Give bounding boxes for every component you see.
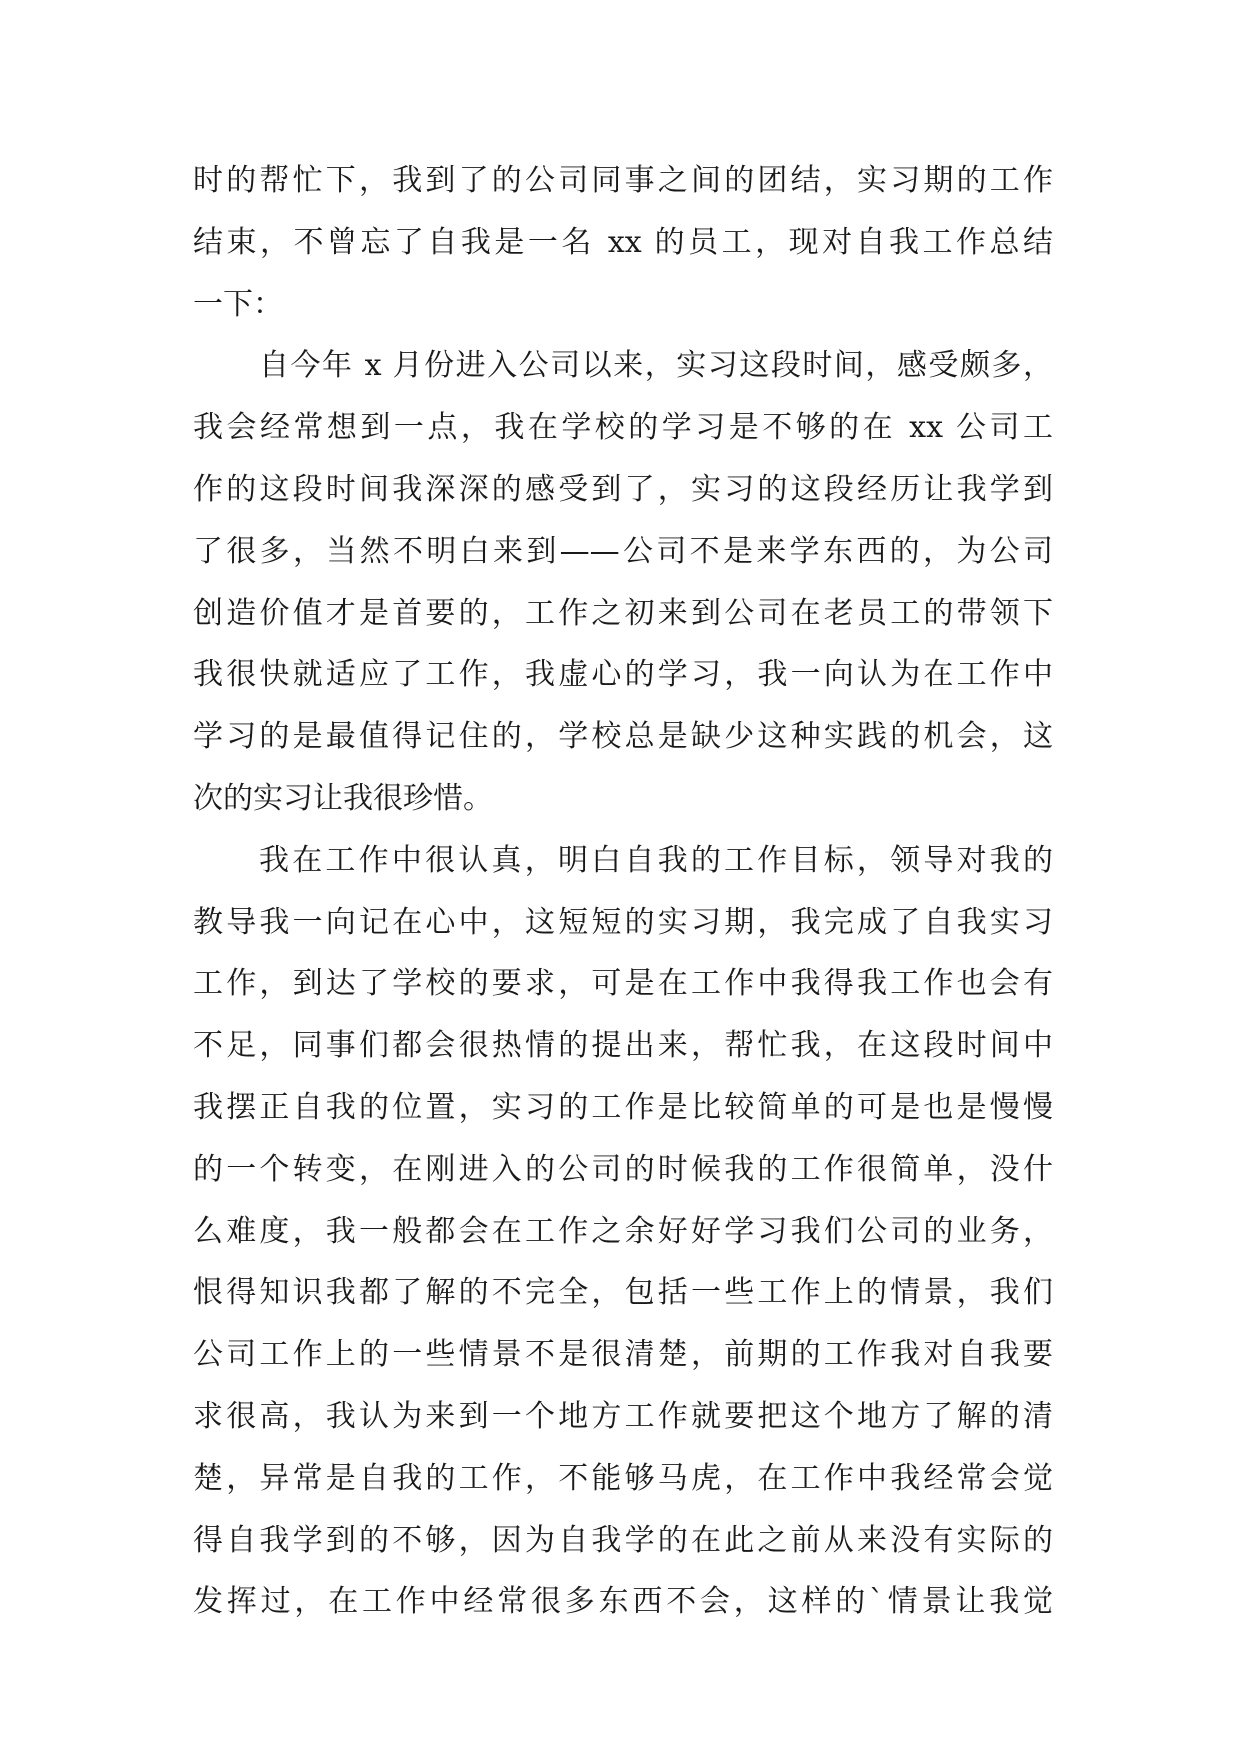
text-line: 时的帮忙下，我到了的公司同事之间的团结，实习期的工作	[193, 163, 1053, 198]
paragraph-first-line: 自今年 x 月份进入公司以来，实习这段时间，感受颇多，	[259, 348, 1053, 384]
text-line: 作的这段时间我深深的感受到了，实习的这段经历让我学到	[193, 471, 1053, 507]
text-line: 楚，异常是自我的工作，不能够马虎，在工作中我经常会觉	[193, 1460, 1053, 1496]
text-line: 求很高，我认为来到一个地方工作就要把这个地方了解的清	[193, 1398, 1053, 1434]
text-line: 创造价值才是首要的，工作之初来到公司在老员工的带领下	[193, 595, 1053, 631]
text-line: 我很快就适应了工作，我虚心的学习，我一向认为在工作中	[193, 657, 1053, 693]
text-line: 了很多，当然不明白来到——公司不是来学东西的，为公司	[193, 533, 1053, 569]
text-line: 次的实习让我很珍惜。	[193, 780, 493, 816]
text-line: 公司工作上的一些情景不是很清楚，前期的工作我对自我要	[193, 1337, 1053, 1373]
text-line: 工作，到达了学校的要求，可是在工作中我得我工作也会有	[193, 966, 1053, 1002]
text-line: 教导我一向记在心中，这短短的实习期，我完成了自我实习	[193, 904, 1053, 940]
text-line: 不足，同事们都会很热情的提出来，帮忙我，在这段时间中	[193, 1028, 1053, 1064]
text-line: 我摆正自我的位置，实习的工作是比较简单的可是也是慢慢	[193, 1089, 1053, 1125]
text-line: 恨得知识我都了解的不完全，包括一些工作上的情景，我们	[193, 1275, 1053, 1311]
text-line: 的一个转变，在刚进入的公司的时候我的工作很简单，没什	[193, 1151, 1053, 1187]
text-line: 得自我学到的不够，因为自我学的在此之前从来没有实际的	[193, 1522, 1053, 1558]
text-line: 结束，不曾忘了自我是一名 xx 的员工，现对自我工作总结	[193, 224, 1053, 260]
text-line: 我会经常想到一点，我在学校的学习是不够的在 xx 公司工	[193, 410, 1053, 446]
body-text	[193, 150, 1053, 1633]
text-line: 一下：	[193, 286, 283, 322]
text-line: 么难度，我一般都会在工作之余好好学习我们公司的业务，	[193, 1213, 1053, 1249]
text-line: 发挥过，在工作中经常很多东西不会，这样的`情景让我觉	[193, 1584, 1053, 1620]
paragraph-first-line: 我在工作中很认真，明白自我的工作目标，领导对我的	[259, 842, 1053, 878]
text-line: 学习的是最值得记住的，学校总是缺少这种实践的机会，这	[193, 719, 1053, 755]
